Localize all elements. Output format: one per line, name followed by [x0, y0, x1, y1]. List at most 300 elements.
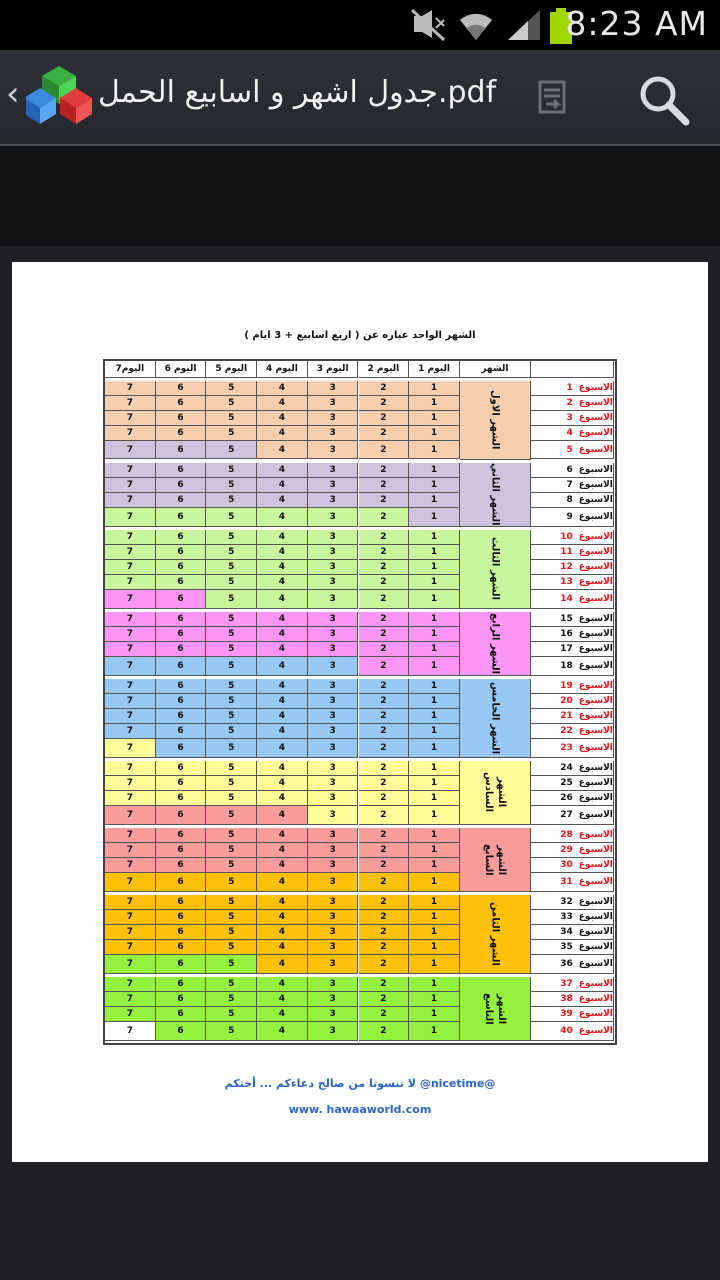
back-chevron-icon[interactable]: ‹	[6, 74, 20, 114]
day-cell: 7	[105, 575, 156, 590]
day-cell: 2	[359, 411, 410, 426]
wifi-icon	[458, 8, 494, 42]
day-cell: 7	[105, 955, 156, 974]
week-number: 28	[560, 830, 573, 841]
week-number: 22	[560, 725, 573, 736]
day-cell: 7	[105, 1007, 156, 1022]
day-cell: 4	[257, 858, 308, 873]
month-label-cell: الشهر الاول	[460, 381, 531, 460]
week-number: 21	[560, 710, 573, 721]
app-logo-icon[interactable]	[26, 64, 92, 128]
day-cell: 2	[359, 858, 410, 873]
day-cell: 1	[409, 873, 460, 892]
day-cell: 5	[206, 940, 257, 955]
week-label-cell	[531, 724, 614, 739]
week-label-cell	[531, 761, 614, 776]
day-cell: 4	[257, 1007, 308, 1022]
day-cell: 3	[308, 560, 359, 575]
header-day-7: اليوم7	[105, 361, 156, 378]
day-cell: 2	[359, 1022, 410, 1041]
day-cell: 3	[308, 940, 359, 955]
week-number: 18	[560, 660, 573, 671]
day-cell: 2	[359, 657, 410, 676]
day-cell: 5	[206, 545, 257, 560]
week-number: 30	[560, 860, 573, 871]
day-cell: 6	[156, 508, 207, 527]
day-cell: 3	[308, 575, 359, 590]
week-label-cell	[531, 828, 614, 843]
day-cell: 7	[105, 843, 156, 858]
day-cell: 1	[409, 955, 460, 974]
day-cell: 3	[308, 426, 359, 441]
day-cell: 3	[308, 478, 359, 493]
day-cell: 3	[308, 955, 359, 974]
day-cell: 2	[359, 493, 410, 508]
day-cell: 2	[359, 396, 410, 411]
day-cell: 4	[257, 873, 308, 892]
day-cell: 2	[359, 910, 410, 925]
week-label-cell	[531, 612, 614, 627]
day-cell: 5	[206, 843, 257, 858]
day-cell: 1	[409, 761, 460, 776]
day-cell: 2	[359, 895, 410, 910]
day-cell: 5	[206, 590, 257, 609]
week-label-cell	[531, 873, 614, 892]
day-cell: 6	[156, 560, 207, 575]
day-cell: 4	[257, 627, 308, 642]
day-cell: 6	[156, 642, 207, 657]
day-cell: 5	[206, 575, 257, 590]
day-cell: 7	[105, 895, 156, 910]
day-cell: 4	[257, 679, 308, 694]
day-cell: 1	[409, 1022, 460, 1041]
day-cell: 4	[257, 612, 308, 627]
day-cell: 6	[156, 955, 207, 974]
week-label-cell	[531, 627, 614, 642]
day-cell: 2	[359, 940, 410, 955]
day-cell: 7	[105, 493, 156, 508]
week-number: 24	[560, 763, 573, 774]
day-cell: 6	[156, 709, 207, 724]
week-label-cell	[531, 463, 614, 478]
day-cell: 4	[257, 441, 308, 460]
week-number: 39	[560, 1009, 573, 1020]
week-word: الاسبوع	[578, 614, 613, 625]
day-cell: 4	[257, 739, 308, 758]
week-label-cell	[531, 739, 614, 758]
day-cell: 1	[409, 739, 460, 758]
month-label-cell: الشهر الثاني	[460, 463, 531, 527]
day-cell: 6	[156, 679, 207, 694]
document-title: جدول اشهر و اسابيع الحمل.pdf	[98, 75, 497, 110]
day-cell: 6	[156, 590, 207, 609]
day-cell: 1	[409, 806, 460, 825]
week-label-cell	[531, 381, 614, 396]
day-cell: 4	[257, 381, 308, 396]
week-word: الاسبوع	[578, 860, 613, 871]
day-cell: 1	[409, 642, 460, 657]
day-cell: 4	[257, 791, 308, 806]
day-cell: 6	[156, 873, 207, 892]
day-cell: 7	[105, 627, 156, 642]
day-cell: 4	[257, 843, 308, 858]
day-cell: 4	[257, 709, 308, 724]
day-cell: 3	[308, 992, 359, 1007]
day-cell: 5	[206, 709, 257, 724]
day-cell: 1	[409, 895, 460, 910]
day-cell: 2	[359, 426, 410, 441]
day-cell: 7	[105, 642, 156, 657]
week-word: الاسبوع	[578, 427, 613, 438]
day-cell: 2	[359, 828, 410, 843]
day-cell: 6	[156, 426, 207, 441]
day-cell: 7	[105, 381, 156, 396]
week-word: الاسبوع	[578, 532, 613, 543]
day-cell: 3	[308, 441, 359, 460]
day-cell: 2	[359, 955, 410, 974]
day-cell: 5	[206, 426, 257, 441]
week-label-cell	[531, 560, 614, 575]
day-cell: 4	[257, 642, 308, 657]
week-label-cell	[531, 791, 614, 806]
day-cell: 3	[308, 463, 359, 478]
day-cell: 2	[359, 709, 410, 724]
week-word: الاسبوع	[578, 397, 613, 408]
month-label-cell: الشهر الخامس	[460, 679, 531, 758]
week-number: 35	[560, 942, 573, 953]
day-cell: 7	[105, 612, 156, 627]
week-number: 12	[560, 561, 573, 572]
day-cell: 1	[409, 575, 460, 590]
day-cell: 4	[257, 940, 308, 955]
day-cell: 5	[206, 381, 257, 396]
day-cell: 4	[257, 910, 308, 925]
day-cell: 4	[257, 426, 308, 441]
day-cell: 7	[105, 426, 156, 441]
day-cell: 5	[206, 925, 257, 940]
day-cell: 2	[359, 560, 410, 575]
day-cell: 2	[359, 590, 410, 609]
day-cell: 6	[156, 858, 207, 873]
day-cell: 5	[206, 977, 257, 992]
day-cell: 6	[156, 627, 207, 642]
week-word: الاسبوع	[578, 792, 613, 803]
week-number: 15	[560, 614, 573, 625]
week-label-cell	[531, 508, 614, 527]
day-cell: 3	[308, 590, 359, 609]
day-cell: 6	[156, 612, 207, 627]
week-label-cell	[531, 1022, 614, 1041]
week-word: الاسبوع	[578, 742, 613, 753]
day-cell: 1	[409, 858, 460, 873]
day-cell: 7	[105, 925, 156, 940]
day-cell: 1	[409, 940, 460, 955]
week-word: الاسبوع	[578, 809, 613, 820]
week-number: 5	[566, 444, 573, 455]
day-cell: 4	[257, 992, 308, 1007]
week-word: الاسبوع	[578, 660, 613, 671]
header-day-6: اليوم 6	[156, 361, 207, 378]
week-label-cell	[531, 858, 614, 873]
day-cell: 5	[206, 478, 257, 493]
day-cell: 3	[308, 545, 359, 560]
day-cell: 2	[359, 463, 410, 478]
day-cell: 5	[206, 694, 257, 709]
day-cell: 6	[156, 940, 207, 955]
day-cell: 7	[105, 530, 156, 545]
day-cell: 3	[308, 612, 359, 627]
day-cell: 4	[257, 925, 308, 940]
week-label-cell	[531, 1007, 614, 1022]
day-cell: 7	[105, 545, 156, 560]
day-cell: 4	[257, 761, 308, 776]
day-cell: 7	[105, 858, 156, 873]
day-cell: 3	[308, 776, 359, 791]
week-label-cell	[531, 642, 614, 657]
day-cell: 6	[156, 791, 207, 806]
day-cell: 1	[409, 493, 460, 508]
day-cell: 4	[257, 776, 308, 791]
day-cell: 4	[257, 724, 308, 739]
day-cell: 7	[105, 828, 156, 843]
day-cell: 4	[257, 478, 308, 493]
day-cell: 7	[105, 478, 156, 493]
day-cell: 6	[156, 1022, 207, 1041]
day-cell: 5	[206, 761, 257, 776]
signal-icon	[506, 8, 542, 42]
week-number: 17	[560, 643, 573, 654]
week-label-cell	[531, 895, 614, 910]
day-cell: 6	[156, 411, 207, 426]
header-day-4: اليوم 4	[257, 361, 308, 378]
day-cell: 5	[206, 530, 257, 545]
week-word: الاسبوع	[578, 382, 613, 393]
day-cell: 5	[206, 828, 257, 843]
week-label-cell	[531, 478, 614, 493]
day-cell: 2	[359, 791, 410, 806]
day-cell: 3	[308, 724, 359, 739]
day-cell: 2	[359, 806, 410, 825]
day-cell: 3	[308, 910, 359, 925]
day-cell: 7	[105, 940, 156, 955]
day-cell: 7	[105, 806, 156, 825]
day-cell: 2	[359, 724, 410, 739]
day-cell: 5	[206, 411, 257, 426]
day-cell: 1	[409, 560, 460, 575]
week-word: الاسبوع	[578, 546, 613, 557]
pdf-page	[12, 262, 708, 1162]
day-cell: 5	[206, 560, 257, 575]
week-label-cell	[531, 590, 614, 609]
day-cell: 7	[105, 992, 156, 1007]
day-cell: 7	[105, 761, 156, 776]
day-cell: 2	[359, 679, 410, 694]
week-word: الاسبوع	[578, 912, 613, 923]
week-number: 31	[560, 876, 573, 887]
day-cell: 6	[156, 478, 207, 493]
day-cell: 3	[308, 791, 359, 806]
day-cell: 7	[105, 977, 156, 992]
day-cell: 5	[206, 1022, 257, 1041]
day-cell: 1	[409, 426, 460, 441]
pregnancy-weeks-table	[103, 359, 617, 1045]
day-cell: 2	[359, 545, 410, 560]
day-cell: 6	[156, 694, 207, 709]
day-cell: 4	[257, 828, 308, 843]
day-cell: 2	[359, 694, 410, 709]
day-cell: 2	[359, 843, 410, 858]
week-label-cell	[531, 426, 614, 441]
header-week	[531, 361, 614, 378]
day-cell: 1	[409, 910, 460, 925]
search-icon[interactable]	[636, 72, 690, 126]
week-word: الاسبوع	[578, 593, 613, 604]
week-number: 20	[560, 696, 573, 707]
day-cell: 3	[308, 806, 359, 825]
day-cell: 2	[359, 508, 410, 527]
week-number: 36	[560, 958, 573, 969]
week-label-cell	[531, 530, 614, 545]
header-day-5: اليوم 5	[206, 361, 257, 378]
day-cell: 6	[156, 910, 207, 925]
day-cell: 1	[409, 463, 460, 478]
day-cell: 6	[156, 657, 207, 676]
header-day-3: اليوم 3	[308, 361, 359, 378]
day-cell: 5	[206, 910, 257, 925]
day-cell: 3	[308, 493, 359, 508]
week-label-cell	[531, 411, 614, 426]
day-cell: 5	[206, 776, 257, 791]
week-number: 8	[566, 494, 573, 505]
week-number: 38	[560, 994, 573, 1005]
week-word: الاسبوع	[578, 778, 613, 789]
day-cell: 3	[308, 977, 359, 992]
day-cell: 3	[308, 642, 359, 657]
day-cell: 4	[257, 508, 308, 527]
week-word: الاسبوع	[578, 942, 613, 953]
week-word: الاسبوع	[578, 979, 613, 990]
week-number: 40	[560, 1026, 573, 1037]
day-cell: 1	[409, 381, 460, 396]
day-cell: 1	[409, 657, 460, 676]
day-cell: 7	[105, 657, 156, 676]
week-number: 29	[560, 845, 573, 856]
week-number: 23	[560, 742, 573, 753]
week-number: 32	[560, 897, 573, 908]
day-cell: 5	[206, 1007, 257, 1022]
day-cell: 6	[156, 724, 207, 739]
day-cell: 5	[206, 895, 257, 910]
day-cell: 4	[257, 590, 308, 609]
day-cell: 2	[359, 381, 410, 396]
day-cell: 7	[105, 776, 156, 791]
day-cell: 6	[156, 843, 207, 858]
day-cell: 6	[156, 381, 207, 396]
day-cell: 6	[156, 761, 207, 776]
day-cell: 6	[156, 530, 207, 545]
day-cell: 1	[409, 724, 460, 739]
day-cell: 2	[359, 1007, 410, 1022]
week-word: الاسبوع	[578, 511, 613, 522]
week-number: 37	[560, 979, 573, 990]
day-cell: 1	[409, 396, 460, 411]
day-cell: 1	[409, 828, 460, 843]
day-cell: 6	[156, 545, 207, 560]
day-cell: 4	[257, 977, 308, 992]
week-number: 34	[560, 927, 573, 938]
day-cell: 7	[105, 396, 156, 411]
week-word: الاسبوع	[578, 763, 613, 774]
day-cell: 2	[359, 642, 410, 657]
week-number: 2	[566, 397, 573, 408]
day-cell: 3	[308, 828, 359, 843]
week-label-cell	[531, 709, 614, 724]
day-cell: 1	[409, 694, 460, 709]
day-cell: 5	[206, 806, 257, 825]
day-cell: 2	[359, 977, 410, 992]
day-cell: 5	[206, 791, 257, 806]
week-label-cell	[531, 925, 614, 940]
day-cell: 1	[409, 545, 460, 560]
week-word: الاسبوع	[578, 412, 613, 423]
day-cell: 1	[409, 843, 460, 858]
day-cell: 1	[409, 1007, 460, 1022]
day-cell: 7	[105, 1022, 156, 1041]
day-cell: 4	[257, 1022, 308, 1041]
day-cell: 4	[257, 530, 308, 545]
day-cell: 7	[105, 441, 156, 460]
day-cell: 3	[308, 657, 359, 676]
day-cell: 4	[257, 694, 308, 709]
pdf-viewer[interactable]	[0, 146, 720, 1280]
day-cell: 3	[308, 761, 359, 776]
mute-icon	[410, 8, 448, 42]
day-cell: 2	[359, 612, 410, 627]
week-word: الاسبوع	[578, 576, 613, 587]
day-cell: 4	[257, 806, 308, 825]
day-cell: 6	[156, 1007, 207, 1022]
day-cell: 5	[206, 679, 257, 694]
day-cell: 7	[105, 739, 156, 758]
week-word: الاسبوع	[578, 958, 613, 969]
header-day-2: اليوم 2	[359, 361, 410, 378]
day-cell: 1	[409, 627, 460, 642]
day-cell: 2	[359, 530, 410, 545]
day-cell: 3	[308, 925, 359, 940]
week-word: الاسبوع	[578, 561, 613, 572]
day-cell: 6	[156, 828, 207, 843]
day-cell: 3	[308, 739, 359, 758]
day-cell: 6	[156, 806, 207, 825]
week-word: الاسبوع	[578, 1009, 613, 1020]
day-cell: 2	[359, 873, 410, 892]
day-cell: 3	[308, 530, 359, 545]
day-cell: 6	[156, 739, 207, 758]
footer-note: لا تنسونا من صالح دعاءكم ... أختكم @nicetime@	[224, 1077, 496, 1090]
month-label-cell: الشهر السادس	[460, 761, 531, 825]
header-month: الشهر	[460, 361, 531, 378]
day-cell: 4	[257, 575, 308, 590]
document-reflow-icon[interactable]	[532, 78, 572, 118]
day-cell: 1	[409, 992, 460, 1007]
week-number: 4	[566, 427, 573, 438]
week-label-cell	[531, 955, 614, 974]
week-word: الاسبوع	[578, 845, 613, 856]
week-number: 6	[566, 464, 573, 475]
week-number: 1	[566, 382, 573, 393]
day-cell: 6	[156, 441, 207, 460]
week-number: 27	[560, 809, 573, 820]
